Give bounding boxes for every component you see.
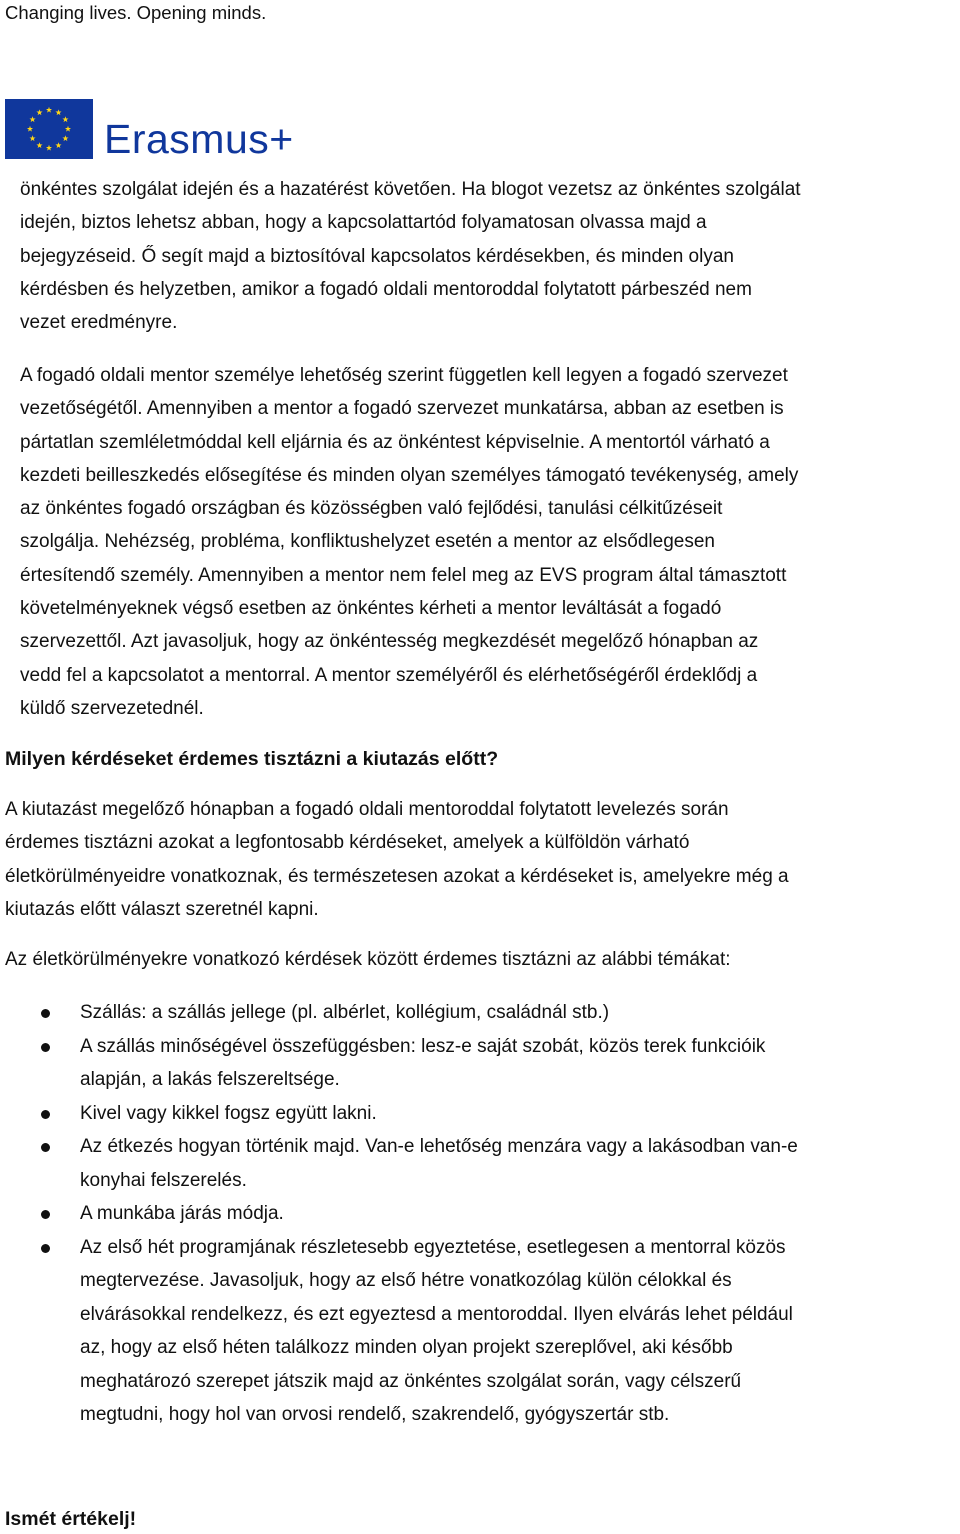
list-item-line: elvárásokkal rendelkezz, és ezt egyeztesd a mentoroddal. Ilyen elvárás lehet például [80, 1303, 793, 1325]
list-item [0, 1197, 960, 1231]
list-item-line: Szállás: a szállás jellege (pl. albérlet, kollégium, családnál stb.) [80, 1002, 610, 1023]
list-item-line: megtervezése. Javasoljuk, hogy az első hétre vonatkozólag külön célokkal és [80, 1270, 732, 1291]
bullet-icon [41, 1210, 50, 1219]
text-line: idején, biztos lehetsz abban, hogy a kapcsolattartód folyamatosan olvassa majd a [20, 212, 707, 234]
list-item-line: meghatározó szerepet játszik majd az önkéntes szolgálat során, vagy célszerű [80, 1370, 742, 1392]
list-item-line: Az első hét programjának részletesebb egyeztetése, esetlegesen a mentorral közös [80, 1236, 786, 1258]
list-item-line: Kivel vagy kikkel fogsz együtt lakni. [80, 1102, 377, 1124]
paragraph-living-conditions: Az életkörülményekre vonatkozó kérdések között érdemes tisztázni az alábbi témákat: [5, 949, 731, 970]
erasmus-wordmark: Erasmus+ [104, 116, 294, 162]
bullet-icon [41, 1143, 50, 1152]
erasmus-logo [5, 99, 305, 161]
list-item-line: konyhai felszerelés. [80, 1169, 247, 1191]
list-item-line: az, hogy az első héten találkozz minden olyan projekt szereplővel, aki később [80, 1337, 733, 1358]
header-tagline: Changing lives. Opening minds. [5, 2, 267, 23]
section-heading-questions: Milyen kérdéseket érdemes tisztázni a kiutazás előtt? [5, 748, 499, 770]
eu-flag-icon [5, 99, 93, 159]
list-item [0, 1130, 960, 1197]
paragraph-mentor-role [20, 359, 798, 725]
list-item [0, 1231, 960, 1432]
text-line: pártatlan szemléletmóddal kell eljárnia és az önkéntest képviselnie. A mentortól várható a [20, 431, 770, 453]
text-line: életkörülményeidre vonatkoznak, és természetesen azokat a kérdéseket is, amelyekre még a [5, 865, 789, 887]
text-line: szervezettől. Azt javasoljuk, hogy az önkéntesség megkezdését megelőző hónapban az [20, 631, 759, 653]
list-item [0, 1097, 960, 1131]
text-line: vezet eredményre. [20, 312, 178, 334]
paragraph-mentor-contact [20, 173, 801, 339]
list-item-line: A munkába járás módja. [80, 1203, 284, 1224]
list-item-line: alapján, a lakás felszereltsége. [80, 1069, 340, 1090]
text-line: szolgálja. Nehézség, probléma, konfliktushelyzet esetén a mentor az elsődlegesen [20, 531, 715, 553]
text-line: bejegyzéseid. Ő segít majd a biztosítóval kapcsolatos kérdésekben, és minden olyan [20, 245, 734, 267]
list-item [0, 996, 960, 1030]
text-line: követelményeknek végső esetben az önkéntes kérheti a mentor leváltását a fogadó [20, 598, 722, 620]
text-line: vezetőségétől. Amennyiben a mentor a fogadó szervezet munkatársa, abban az esetben is [20, 398, 784, 420]
list-item [0, 1030, 960, 1097]
text-line: kiutazás előtt választ szeretnél kapni. [5, 898, 319, 920]
bullet-icon [41, 1043, 50, 1052]
list-item-line: Az étkezés hogyan történik majd. Van-e lehetőség menzára vagy a lakásodban van-e [80, 1136, 798, 1157]
text-line: önkéntes szolgálat idején és a hazatérést követően. Ha blogot vezetsz az önkéntes szolgálat [20, 179, 801, 200]
text-line: kezdeti beilleszkedés elősegítése és minden olyan személyes támogató tevékenység, amely [20, 464, 799, 486]
bullet-icon [41, 1244, 50, 1253]
list-item-line: megtudni, hogy hol van orvosi rendelő, szakrendelő, gyógyszertár stb. [80, 1404, 670, 1425]
section-heading-evaluate: Ismét értékelj! [5, 1508, 137, 1530]
text-line: az önkéntes fogadó országban és közösségben való fejlődési, tanulási célkitűzéseit [20, 498, 723, 520]
text-line: A kiutazást megelőző hónapban a fogadó oldali mentoroddal folytatott levelezés során [5, 799, 729, 820]
bullet-icon [41, 1110, 50, 1119]
text-line: kérdésben és helyzetben, amikor a fogadó oldali mentoroddal folytatott párbeszéd nem [20, 278, 752, 300]
text-line: vedd fel a kapcsolatot a mentorral. A mentor személyéről és elérhetőségéről érdeklődj a [20, 664, 758, 686]
topics-list [0, 996, 960, 1432]
text-line: küldő szervezetednél. [20, 697, 204, 719]
text-line: értesítendő személy. Amennyiben a mentor nem felel meg az EVS program által támasztott [20, 564, 787, 586]
list-item-line: A szállás minőségével összefüggésben: lesz-e saját szobát, közös terek funkcióik [80, 1035, 766, 1057]
text-line: érdemes tisztázni azokat a legfontosabb kérdéseket, amelyek a külföldön várható [5, 832, 690, 854]
paragraph-before-departure [5, 793, 789, 926]
bullet-icon [41, 1009, 50, 1018]
text-line: A fogadó oldali mentor személye lehetőség szerint független kell legyen a fogadó szervezet [20, 365, 788, 386]
